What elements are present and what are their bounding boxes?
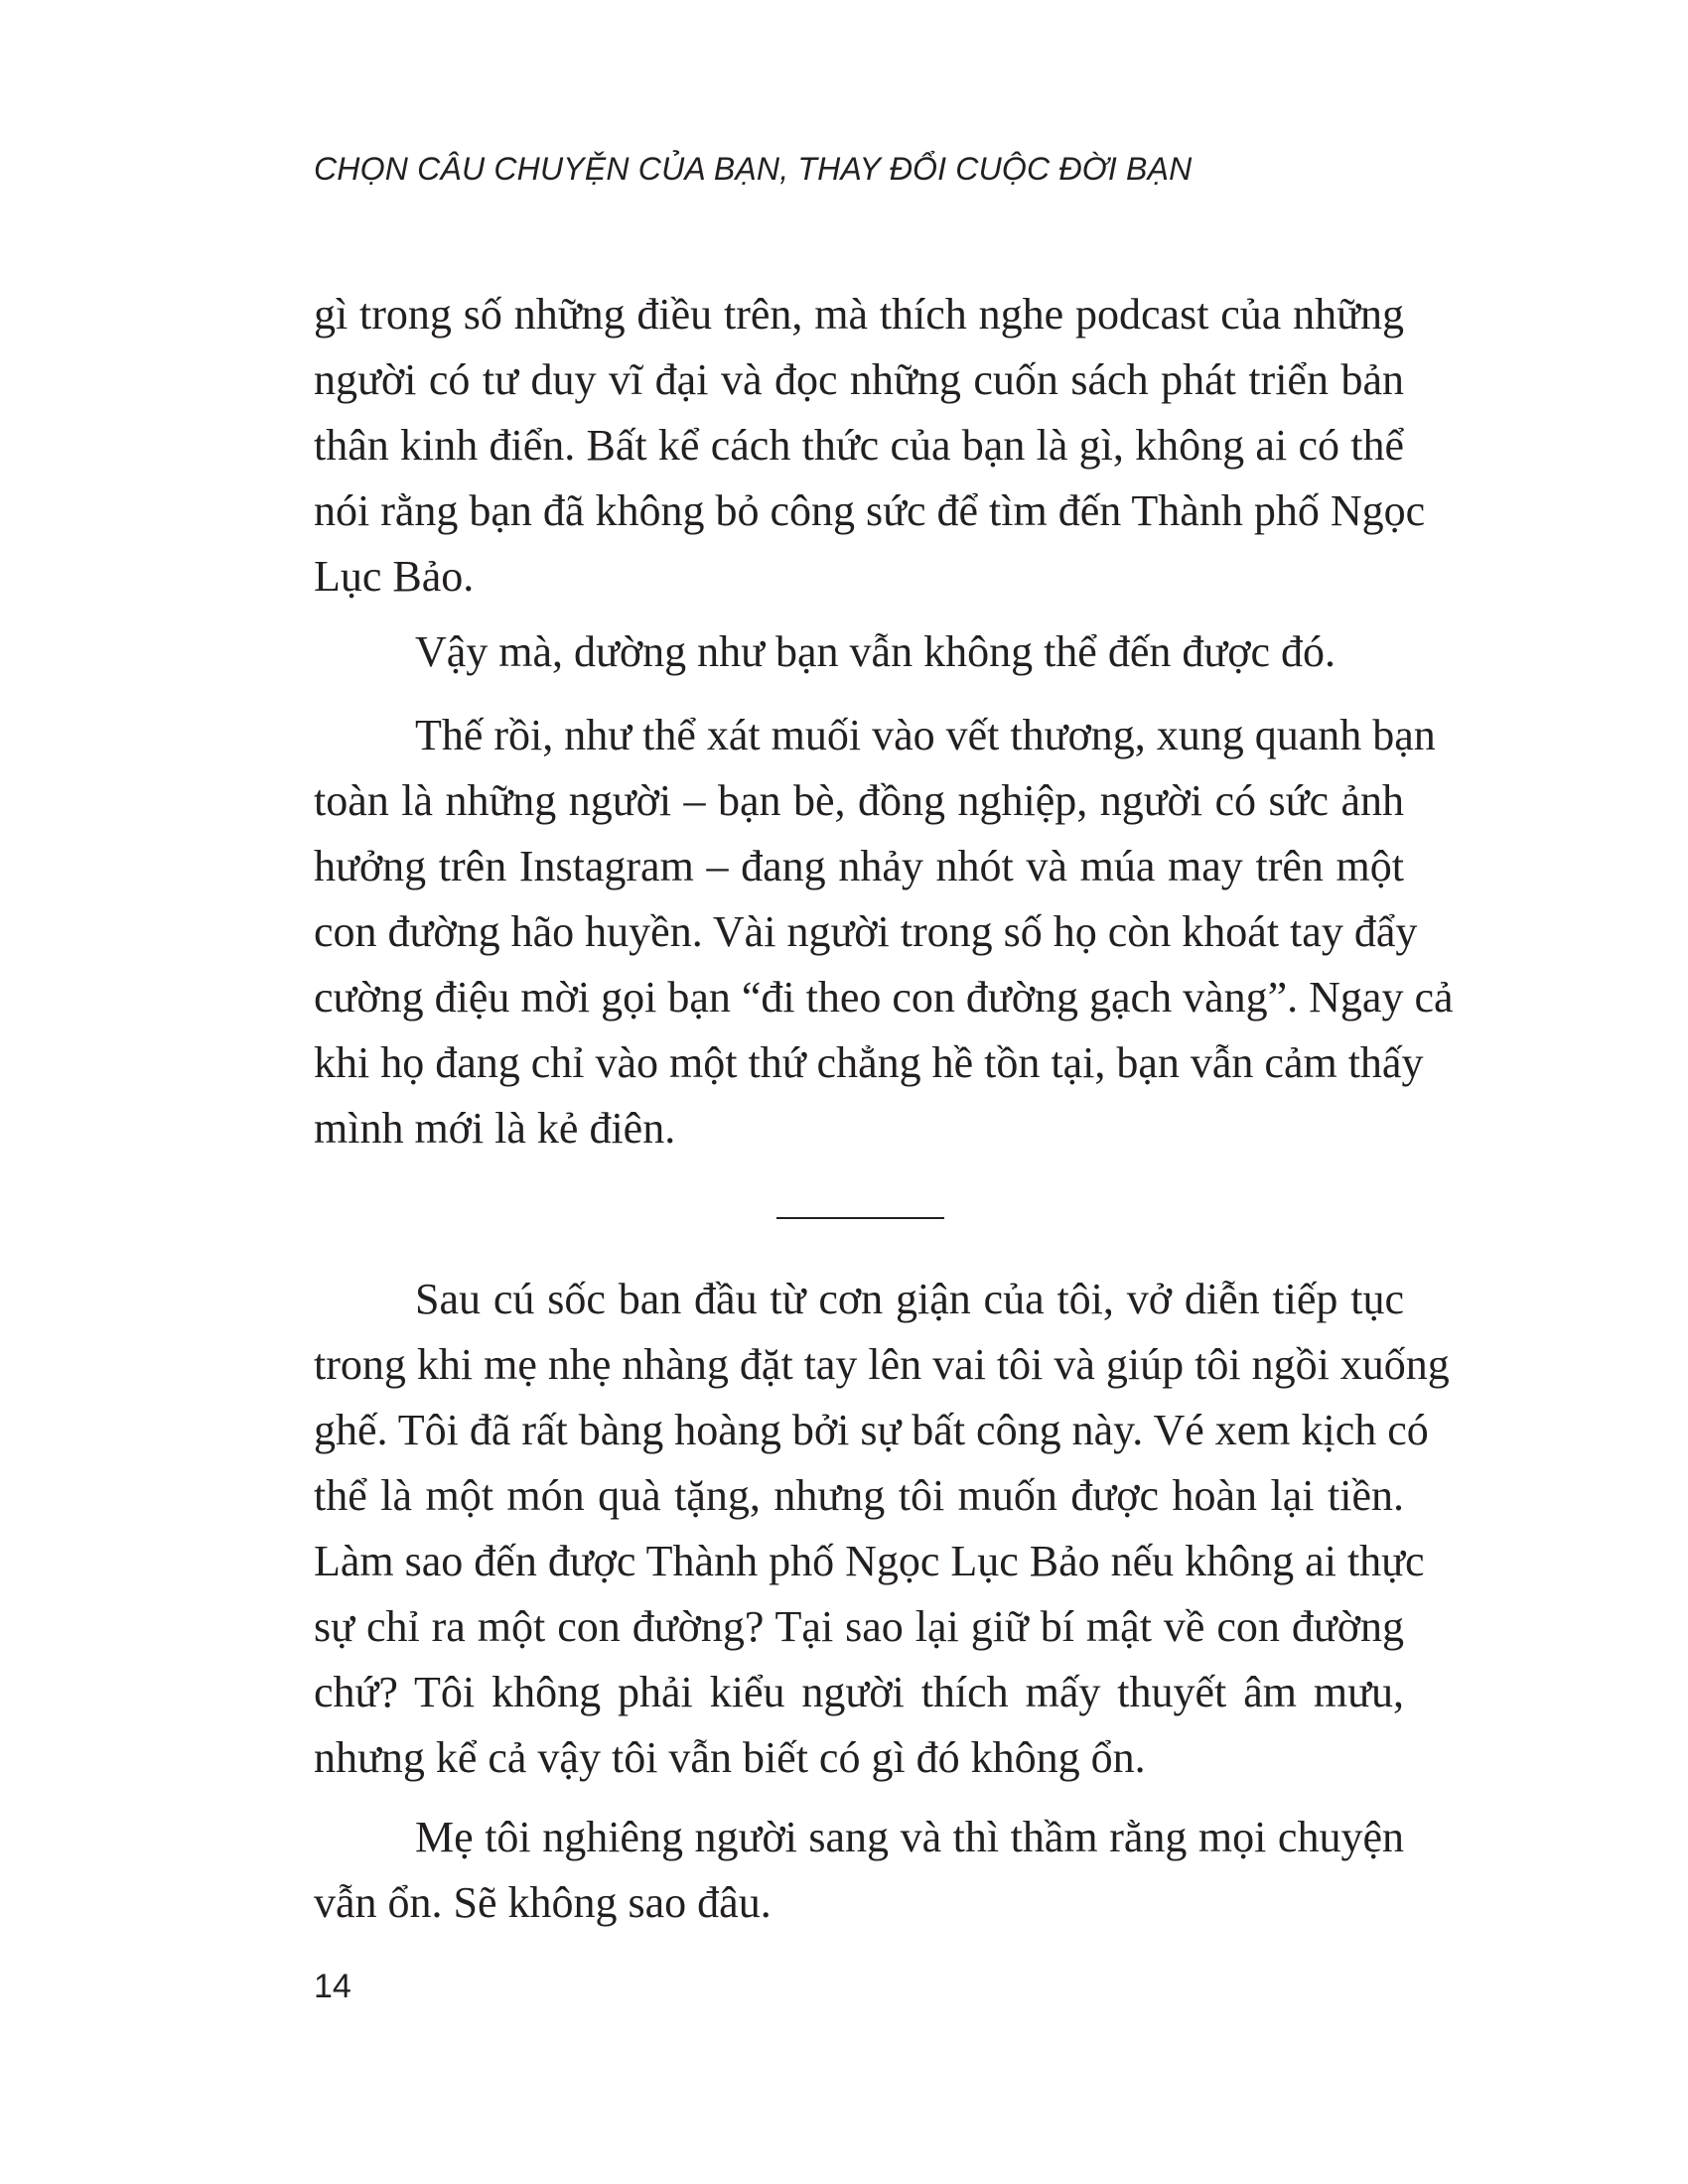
text-line: khi họ đang chỉ vào một thứ chẳng hề tồn tại, bạn vẫn cảm thấy (314, 1038, 1424, 1087)
text-line: Lục Bảo. (314, 552, 475, 601)
text-line: người có tư duy vĩ đại và đọc những cuốn sách phát triển bản (314, 355, 1404, 404)
text-line: Mẹ tôi nghiêng người sang và thì thầm rằng mọi chuyện (415, 1813, 1404, 1861)
running-head: CHỌN CÂU CHUYỆN CỦA BẠN, THAY ĐỔI CUỘC ĐỜI BẠN (314, 151, 1193, 187)
text-line: hưởng trên Instagram – đang nhảy nhót và múa may trên một (314, 842, 1404, 890)
text-line: chứ? Tôi không phải kiểu người thích mấy thuyết âm mưu, (314, 1668, 1404, 1716)
paragraph (314, 1805, 1404, 1936)
text-line: nói rằng bạn đã không bỏ công sức để tìm đến Thành phố Ngọc (314, 486, 1426, 535)
text-line: thân kinh điển. Bất kể cách thức của bạn là gì, không ai có thể (314, 421, 1404, 470)
paragraph-continuation (314, 282, 1426, 610)
text-line: Làm sao đến được Thành phố Ngọc Lục Bảo nếu không ai thực (314, 1537, 1425, 1585)
text-line: thể là một món quà tặng, nhưng tôi muốn được hoàn lại tiền. (314, 1471, 1404, 1520)
text-line: con đường hão huyền. Vài người trong số họ còn khoát tay đẩy (314, 907, 1418, 956)
text-line: toàn là những người – bạn bè, đồng nghiệp, người có sức ảnh (314, 776, 1404, 825)
text-line: sự chỉ ra một con đường? Tại sao lại giữ bí mật về con đường (314, 1602, 1404, 1651)
text-line: nhưng kể cả vậy tôi vẫn biết có gì đó không ổn. (314, 1733, 1146, 1782)
text-line: ghế. Tôi đã rất bàng hoàng bởi sự bất công này. Vé xem kịch có (314, 1406, 1429, 1454)
text-line: mình mới là kẻ điên. (314, 1104, 676, 1153)
text-line: trong khi mẹ nhẹ nhàng đặt tay lên vai tôi và giúp tôi ngồi xuống (314, 1340, 1450, 1389)
text-line: gì trong số những điều trên, mà thích nghe podcast của những (314, 290, 1404, 339)
paragraph (314, 703, 1454, 1161)
page-number: 14 (314, 1968, 352, 2005)
text-line: Sau cú sốc ban đầu từ cơn giận của tôi, vở diễn tiếp tục (415, 1275, 1404, 1323)
paragraph (314, 619, 1404, 685)
section-2 (314, 1267, 1450, 1791)
text-line: vẫn ổn. Sẽ không sao đâu. (314, 1878, 772, 1927)
section-divider (776, 1217, 944, 1219)
section-1 (314, 282, 1426, 610)
text-line: Vậy mà, dường như bạn vẫn không thể đến được đó. (415, 627, 1336, 676)
text-line: cường điệu mời gọi bạn “đi theo con đường gạch vàng”. Ngay cả (314, 973, 1454, 1022)
text-line: Thế rồi, như thể xát muối vào vết thương, xung quanh bạn (415, 711, 1436, 759)
